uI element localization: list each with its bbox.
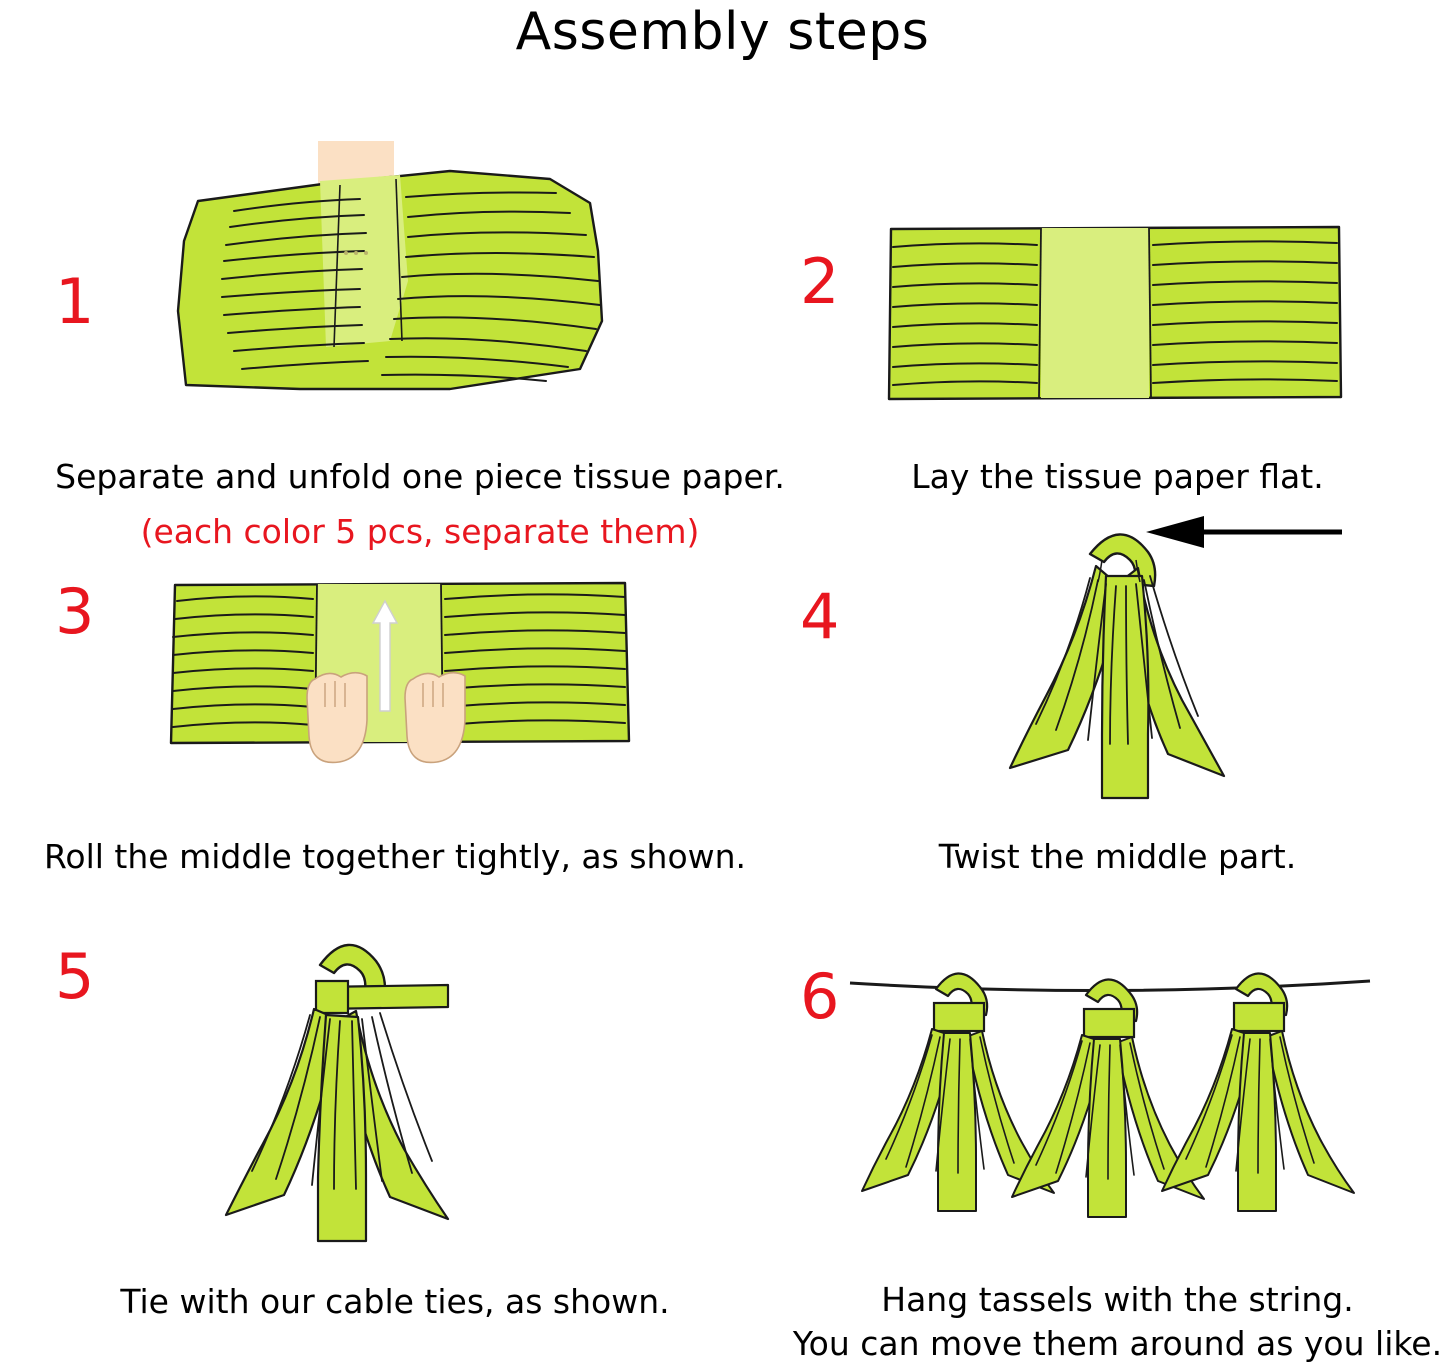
step-1-figure (150, 141, 670, 446)
step-1-number: 1 (55, 265, 95, 339)
step-2-number: 2 (800, 245, 840, 319)
step-3 (0, 561, 790, 861)
step-6-number: 6 (800, 960, 840, 1034)
step-5-caption: Tie with our cable ties, as shown. (120, 1282, 670, 1322)
step-1-note: (each color 5 pcs, separate them) (140, 512, 700, 552)
step-1 (0, 121, 840, 481)
step-6-caption: Hang tassels with the string. (881, 1280, 1354, 1320)
rolling-middle-illustration (155, 571, 645, 831)
step-6 (790, 931, 1445, 1271)
step-6-figure (840, 951, 1380, 1256)
right-hand-icon (405, 673, 465, 763)
step-2-caption: Lay the tissue paper flat. (911, 457, 1324, 497)
step-6-caption-secondary: You can move them around as you like. (792, 1324, 1443, 1364)
step-3-number: 3 (55, 575, 95, 649)
step-5-figure (180, 911, 580, 1256)
step-2 (790, 121, 1445, 481)
step-4-figure (950, 506, 1370, 831)
unfolded-tissue-illustration (150, 141, 670, 441)
tassel-3 (1162, 974, 1354, 1212)
step-5-number: 5 (55, 940, 95, 1014)
step-3-caption: Roll the middle together tightly, as shown. (43, 837, 747, 877)
page-title: Assembly steps (515, 2, 930, 62)
flat-tissue-illustration (885, 221, 1345, 411)
step-1-caption: Separate and unfold one piece tissue paper. (55, 457, 785, 497)
step-3-figure (155, 571, 645, 836)
step-5 (0, 901, 790, 1251)
assembly-steps-grid (0, 61, 1445, 1364)
left-hand-icon (307, 673, 367, 763)
twisted-tassel-illustration (950, 506, 1370, 826)
tassels-on-string-illustration (840, 951, 1380, 1251)
step-4-number: 4 (800, 580, 840, 654)
step-4-caption: Twist the middle part. (938, 837, 1297, 877)
tassel-cable-tie-illustration (180, 911, 580, 1251)
step-4 (790, 501, 1445, 831)
arrow-icon (1146, 516, 1342, 548)
step-2-figure (885, 221, 1345, 416)
